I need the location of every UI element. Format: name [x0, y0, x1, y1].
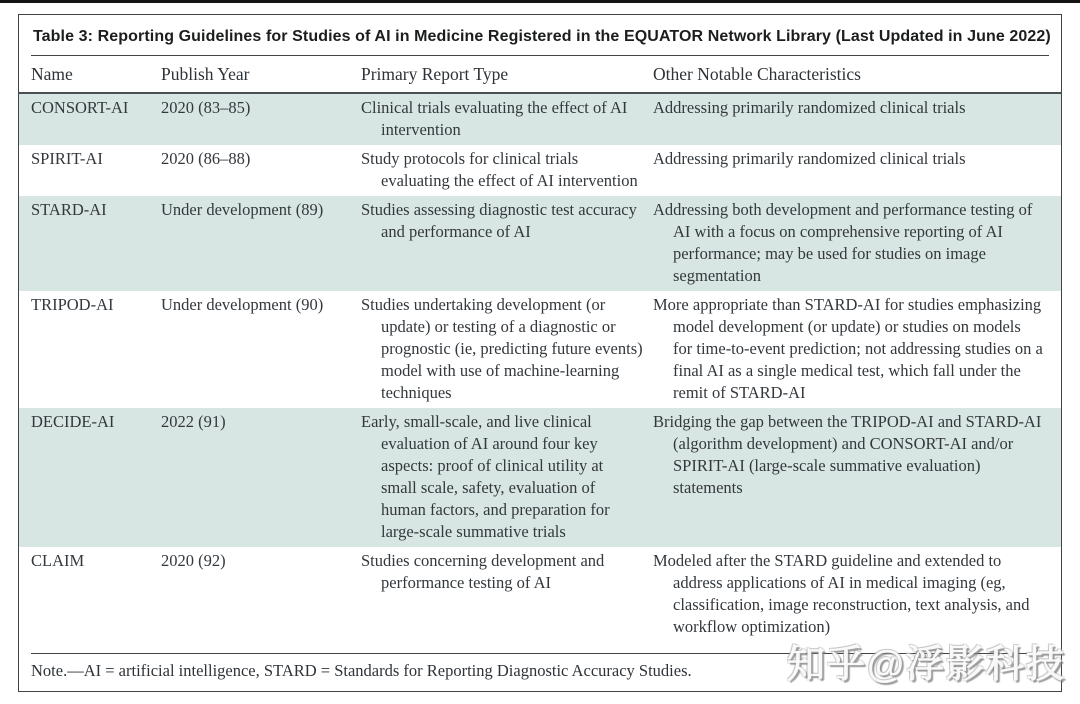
cell-other-characteristics: Addressing primarily randomized clinical trials — [653, 149, 966, 168]
column-header-publish-year: Publish Year — [161, 64, 250, 84]
table-row — [19, 145, 1061, 196]
cell-other-characteristics: Addressing primarily randomized clinical trials — [653, 98, 966, 117]
column-header-name: Name — [31, 64, 73, 84]
cell-primary-report-type: Studies concerning development and performance testing of AI — [361, 551, 605, 592]
table-note: Note.—AI = artificial intelligence, STARD = Standards for Reporting Diagnostic Accuracy Studies. — [31, 661, 692, 680]
cell-primary-report-type: Studies undertaking development (or update) or testing of a diagnostic or prognostic (ie, predicting future events) model with use of machine-learning techniques — [361, 295, 643, 402]
table-container — [18, 14, 1062, 692]
cell-name: CONSORT-AI — [31, 98, 129, 117]
cell-primary-report-type: Early, small-scale, and live clinical evaluation of AI around four key aspects: proof of clinical utility at small scale, safety, evaluation of human factors, and preparation for large-scale summative trials — [361, 412, 610, 541]
table-row — [19, 547, 1061, 642]
cell-primary-report-type: Studies assessing diagnostic test accuracy and performance of AI — [361, 200, 637, 241]
cell-publish-year: 2020 (92) — [161, 551, 226, 570]
cell-other-characteristics: Modeled after the STARD guideline and extended to address applications of AI in medical imaging (eg, classification, image reconstruction, text analysis, and workflow optimization) — [653, 551, 1030, 636]
cell-publish-year: 2020 (83–85) — [161, 98, 251, 117]
table-title: Table 3: Reporting Guidelines for Studies of AI in Medicine Registered in the EQUATOR Network Library (Last Updated in June 2022) — [33, 28, 1051, 45]
cell-name: DECIDE-AI — [31, 412, 115, 431]
table-row — [19, 94, 1061, 145]
cell-publish-year: 2022 (91) — [161, 412, 226, 431]
table-row — [19, 408, 1061, 547]
table-row — [19, 291, 1061, 408]
cell-other-characteristics: More appropriate than STARD-AI for studies emphasizing model development (or update) or studies on models for time-to-event prediction; not addressing studies on a final AI as a single medical test, which fall under the remit of STARD-AI — [653, 295, 1043, 402]
table-body — [19, 94, 1061, 642]
table-header-row — [19, 56, 1061, 92]
cell-publish-year: 2020 (86–88) — [161, 149, 251, 168]
cell-primary-report-type: Clinical trials evaluating the effect of AI intervention — [361, 98, 628, 139]
cell-publish-year: Under development (90) — [161, 295, 324, 314]
cell-name: TRIPOD-AI — [31, 295, 114, 314]
column-header-primary-report-type: Primary Report Type — [361, 64, 509, 84]
cell-publish-year: Under development (89) — [161, 200, 324, 219]
cell-name: SPIRIT-AI — [31, 149, 103, 168]
cell-primary-report-type: Study protocols for clinical trials evaluating the effect of AI intervention — [361, 149, 638, 190]
table-row — [19, 196, 1061, 291]
cell-other-characteristics: Addressing both development and performance testing of AI with a focus on comprehensive reporting of AI performance; may be used for studies on image segmentation — [653, 200, 1033, 285]
cell-other-characteristics: Bridging the gap between the TRIPOD-AI and STARD-AI (algorithm development) and CONSORT-AI and/or SPIRIT-AI (large-scale summative evaluation) statements — [653, 412, 1042, 497]
cell-name: CLAIM — [31, 551, 85, 570]
cell-name: STARD-AI — [31, 200, 107, 219]
watermark: 知乎@浮影科技 — [786, 644, 1066, 686]
top-border-strip — [0, 0, 1080, 3]
column-header-other-characteristics: Other Notable Characteristics — [653, 64, 861, 84]
